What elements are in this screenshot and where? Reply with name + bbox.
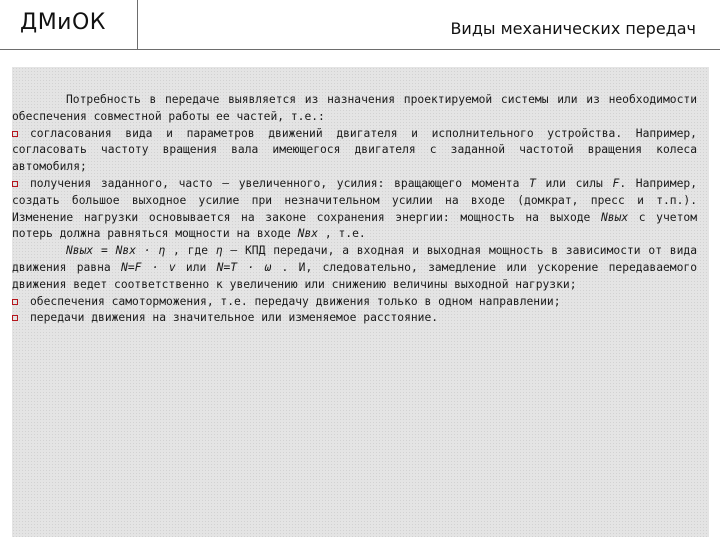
power-in-symbol: Nвх (297, 227, 319, 241)
bullet-2-text: получения заданного, часто – увеличенного, усилия: вращающего момента (30, 176, 530, 190)
linear-power-formula: N=F · v (121, 260, 176, 274)
slide-title: Виды механических передач (450, 19, 696, 38)
header-divider-horizontal (0, 49, 720, 50)
bullet-square-icon (12, 299, 18, 305)
intro-paragraph: Потребность в передаче выявляется из назначения проектируемой системы или из необходимости обеспечения совместной работы ее частей, т.е.: (12, 93, 697, 123)
body-text (12, 92, 697, 327)
bullet-item-1 (12, 126, 697, 176)
bullet-item-2 (12, 176, 697, 243)
header-divider-vertical (137, 0, 138, 49)
formula-text: , где (165, 244, 216, 258)
bullet-2-text: или силы (535, 176, 613, 190)
bullet-item-3 (12, 294, 697, 311)
force-symbol: F (612, 176, 620, 190)
formula-paragraph (12, 243, 697, 293)
bullet-2-text: с учетом потерь должна равняться мощности на входе (12, 210, 697, 241)
bullet-1-text: согласования вида и параметров движений двигателя и исполнительного устройства. Например, согласовать частоту вращения вала имеющегося двигателя с заданной частотой вращения колеса автомобиля; (12, 126, 697, 174)
torque-symbol: T (529, 176, 536, 190)
formula-text: или (175, 260, 217, 274)
efficiency-symbol: η (215, 244, 223, 258)
formula-text: – КПД передачи, а входная и выходная мощность в зависимости от вида движения равна (12, 244, 698, 274)
content-panel (12, 67, 709, 537)
bullet-square-icon (12, 315, 18, 321)
formula-text: . И, следовательно, замедление или ускорение передаваемого движения ведет соответственно к увеличению или снижению величины выходной нагрузки; (12, 260, 698, 291)
bullet-square-icon (12, 181, 18, 187)
bullet-2-text: . Например, создать большое выходное усилие при незначительном усилии на входе (домкрат, пресс и т.п.). Изменение нагрузки основывается на законе сохранения энергии: мощность на выходе (12, 176, 697, 224)
power-formula: Nвых = Nвх · η (66, 244, 166, 258)
bullet-item-4 (12, 310, 697, 327)
rotary-power-formula: N=T · ω (216, 260, 272, 274)
bullet-3-text: обеспечения самоторможения, т.е. передачу движения только в одном направлении; (30, 294, 561, 308)
logo-text: ДМиОК (20, 10, 106, 35)
bullet-4-text: передачи движения на значительное или изменяемое расстояние. (30, 311, 439, 325)
bullet-square-icon (12, 131, 18, 137)
bullet-2-text: , т.е. (318, 227, 366, 241)
power-out-symbol: Nвых (600, 210, 629, 224)
